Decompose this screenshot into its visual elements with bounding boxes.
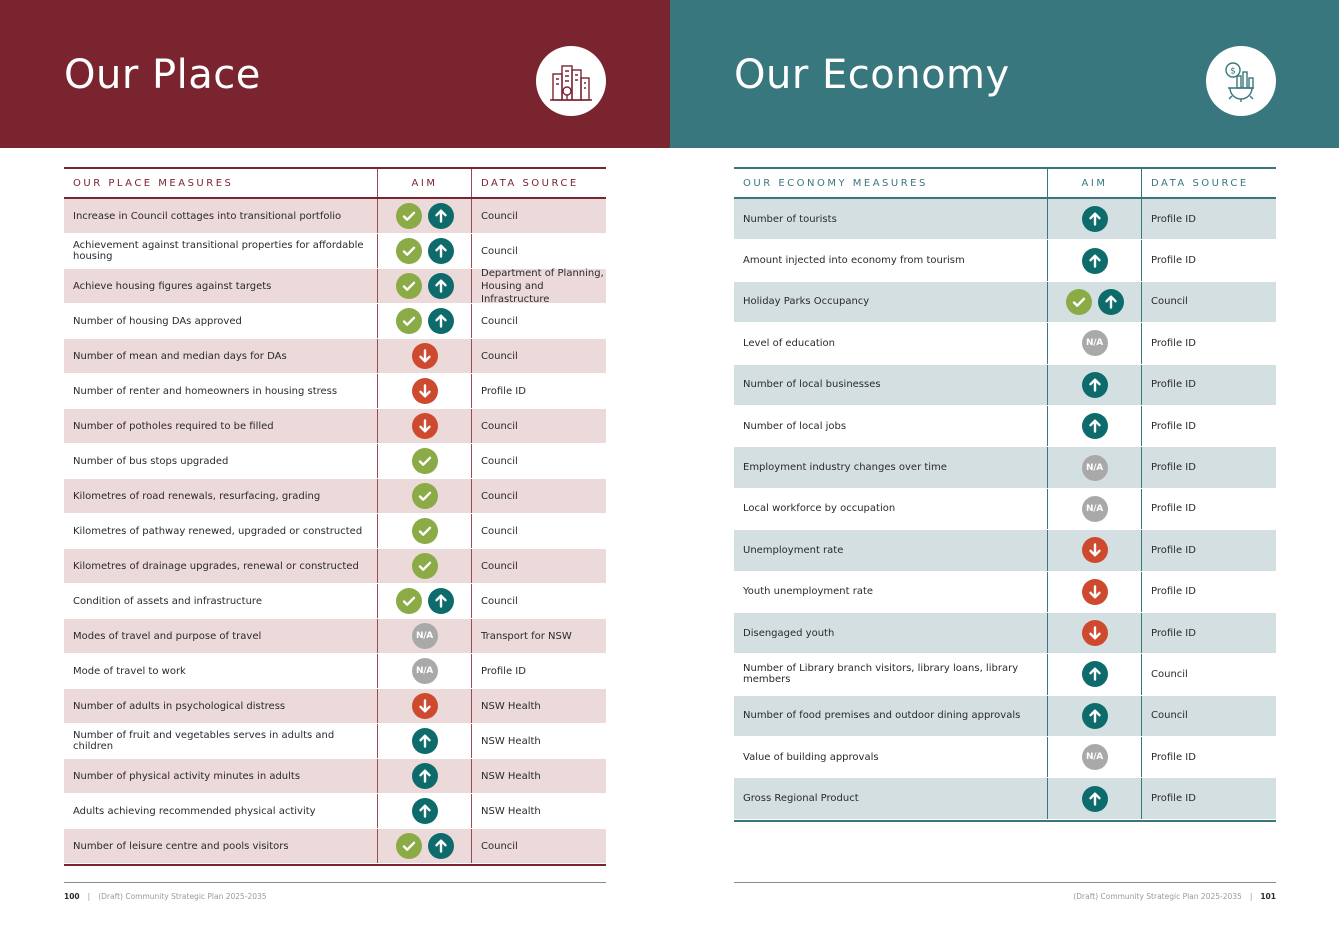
table-row bbox=[64, 829, 606, 864]
table-row bbox=[64, 409, 606, 444]
data-source-cell: Profile ID bbox=[1151, 255, 1196, 267]
check-icon bbox=[412, 448, 438, 474]
aim-cell bbox=[377, 794, 472, 828]
aim-cell bbox=[377, 269, 472, 303]
measure-cell: Number of local businesses bbox=[743, 379, 881, 391]
aim-cell bbox=[1047, 323, 1142, 363]
measure-cell: Modes of travel and purpose of travel bbox=[73, 630, 262, 642]
table-row bbox=[734, 572, 1276, 613]
check-icon bbox=[396, 588, 422, 614]
aim-cell bbox=[1047, 199, 1142, 239]
measure-cell: Number of physical activity minutes in adults bbox=[73, 770, 301, 782]
data-source-cell: NSW Health bbox=[481, 805, 541, 817]
table-row bbox=[64, 549, 606, 584]
table-row bbox=[734, 613, 1276, 654]
data-source-cell: Council bbox=[1151, 296, 1188, 308]
aim-cell bbox=[1047, 696, 1142, 736]
table-row bbox=[734, 489, 1276, 530]
measure-cell: Holiday Parks Occupancy bbox=[743, 296, 870, 308]
table-row bbox=[734, 737, 1276, 778]
measure-cell: Number of adults in psychological distress bbox=[73, 700, 286, 712]
data-source-cell: Profile ID bbox=[1151, 337, 1196, 349]
page-footer: 100 | (Draft) Community Strategic Plan 2025-2035 bbox=[64, 892, 267, 901]
arrow-up-icon bbox=[1082, 372, 1108, 398]
measure-cell: Level of education bbox=[743, 337, 836, 349]
arrow-up-icon bbox=[428, 588, 454, 614]
aim-cell bbox=[377, 514, 472, 548]
measure-cell: Local workforce by occupation bbox=[743, 503, 896, 515]
measure-cell: Number of mean and median days for DAs bbox=[73, 350, 287, 362]
header-aim: AIM bbox=[1047, 169, 1142, 197]
arrow-up-icon bbox=[412, 763, 438, 789]
measure-cell: Kilometres of pathway renewed, upgraded or constructed bbox=[73, 525, 363, 537]
arrow-up-icon bbox=[412, 798, 438, 824]
table-header bbox=[734, 167, 1276, 199]
data-source-cell: Department of Planning, Housing and Infrastructure bbox=[481, 267, 604, 305]
arrow-down-icon bbox=[412, 343, 438, 369]
data-source-cell: Council bbox=[481, 315, 518, 327]
data-source-cell: Profile ID bbox=[481, 385, 526, 397]
arrow-up-icon bbox=[428, 833, 454, 859]
na-icon: N/A bbox=[412, 623, 438, 649]
table-row bbox=[64, 304, 606, 339]
data-source-cell: NSW Health bbox=[481, 700, 541, 712]
arrow-up-icon bbox=[1082, 786, 1108, 812]
footer-divider bbox=[64, 882, 606, 883]
arrow-up-icon bbox=[1082, 413, 1108, 439]
data-source-cell: NSW Health bbox=[481, 735, 541, 747]
data-source-cell: Council bbox=[481, 525, 518, 537]
aim-cell bbox=[1047, 778, 1142, 818]
arrow-down-icon bbox=[412, 378, 438, 404]
measure-cell: Condition of assets and infrastructure bbox=[73, 595, 262, 607]
aim-cell bbox=[1047, 240, 1142, 280]
measure-cell: Number of tourists bbox=[743, 213, 837, 225]
table-body bbox=[64, 199, 606, 864]
aim-cell bbox=[1047, 737, 1142, 777]
aim-cell bbox=[1047, 572, 1142, 612]
data-source-cell: Council bbox=[1151, 668, 1188, 680]
economy-gear-coin-icon bbox=[1206, 46, 1276, 116]
measure-cell: Adults achieving recommended physical activity bbox=[73, 805, 316, 817]
data-source-cell: Council bbox=[481, 420, 518, 432]
measure-cell: Gross Regional Product bbox=[743, 793, 859, 805]
measure-cell: Number of leisure centre and pools visitors bbox=[73, 840, 289, 852]
table-row bbox=[734, 447, 1276, 488]
measure-cell: Number of potholes required to be filled bbox=[73, 420, 274, 432]
arrow-down-icon bbox=[412, 693, 438, 719]
arrow-down-icon bbox=[1082, 620, 1108, 646]
arrow-up-icon bbox=[412, 728, 438, 754]
footer-document-title: (Draft) Community Strategic Plan 2025-2035 bbox=[98, 892, 267, 901]
data-source-cell: Profile ID bbox=[1151, 793, 1196, 805]
data-source-cell: Council bbox=[481, 350, 518, 362]
arrow-up-icon bbox=[1082, 703, 1108, 729]
table-row bbox=[64, 584, 606, 619]
data-source-cell: Profile ID bbox=[1151, 751, 1196, 763]
table-row bbox=[64, 654, 606, 689]
na-icon: N/A bbox=[1082, 496, 1108, 522]
measure-cell: Mode of travel to work bbox=[73, 665, 186, 677]
table-row bbox=[64, 724, 606, 759]
check-icon bbox=[396, 273, 422, 299]
aim-cell bbox=[1047, 365, 1142, 405]
aim-cell bbox=[377, 479, 472, 513]
aim-cell bbox=[377, 199, 472, 233]
table-row bbox=[64, 689, 606, 724]
data-source-cell: NSW Health bbox=[481, 770, 541, 782]
svg-text:$: $ bbox=[1230, 66, 1236, 77]
na-icon: N/A bbox=[1082, 330, 1108, 356]
data-source-cell: Profile ID bbox=[1151, 213, 1196, 225]
check-icon bbox=[1066, 289, 1092, 315]
arrow-up-icon bbox=[428, 238, 454, 264]
table-row bbox=[734, 365, 1276, 406]
check-icon bbox=[396, 238, 422, 264]
footer-document-title: (Draft) Community Strategic Plan 2025-2035 bbox=[1073, 892, 1242, 901]
header-data-source: DATA SOURCE bbox=[1151, 177, 1249, 189]
arrow-up-icon bbox=[1082, 661, 1108, 687]
check-icon bbox=[396, 308, 422, 334]
data-source-cell: Profile ID bbox=[1151, 627, 1196, 639]
aim-cell bbox=[377, 304, 472, 338]
arrow-down-icon bbox=[1082, 537, 1108, 563]
data-source-cell: Profile ID bbox=[1151, 544, 1196, 556]
page-title: Our Place bbox=[64, 52, 261, 98]
measure-cell: Kilometres of drainage upgrades, renewal or constructed bbox=[73, 560, 359, 572]
data-source-cell: Profile ID bbox=[1151, 379, 1196, 391]
table-row bbox=[64, 374, 606, 409]
na-icon: N/A bbox=[1082, 455, 1108, 481]
aim-cell bbox=[377, 444, 472, 478]
measure-cell: Number of local jobs bbox=[743, 420, 847, 432]
data-source-cell: Council bbox=[481, 490, 518, 502]
check-icon bbox=[396, 203, 422, 229]
table-body bbox=[734, 199, 1276, 820]
table-row bbox=[64, 514, 606, 549]
aim-cell bbox=[377, 759, 472, 793]
city-buildings-icon bbox=[536, 46, 606, 116]
table-row bbox=[734, 240, 1276, 281]
header-data-source: DATA SOURCE bbox=[481, 177, 579, 189]
measure-cell: Number of bus stops upgraded bbox=[73, 455, 229, 467]
measure-cell: Unemployment rate bbox=[743, 544, 844, 556]
table-row bbox=[734, 282, 1276, 323]
aim-cell bbox=[1047, 654, 1142, 694]
measure-cell: Kilometres of road renewals, resurfacing, grading bbox=[73, 490, 321, 502]
data-source-cell: Profile ID bbox=[481, 665, 526, 677]
data-source-cell: Council bbox=[481, 210, 518, 222]
measure-cell: Number of fruit and vegetables serves in adults and children bbox=[73, 730, 335, 752]
measure-cell: Disengaged youth bbox=[743, 627, 835, 639]
table-row bbox=[734, 406, 1276, 447]
arrow-up-icon bbox=[428, 203, 454, 229]
table-row bbox=[64, 234, 606, 269]
our-place-measures-table bbox=[64, 167, 606, 866]
aim-cell bbox=[377, 339, 472, 373]
header-measures: OUR PLACE MEASURES bbox=[73, 177, 234, 189]
table-row bbox=[64, 199, 606, 234]
aim-cell bbox=[1047, 447, 1142, 487]
na-icon: N/A bbox=[412, 658, 438, 684]
check-icon bbox=[412, 518, 438, 544]
data-source-cell: Transport for NSW bbox=[481, 630, 572, 642]
header-aim: AIM bbox=[377, 169, 472, 197]
measure-cell: Increase in Council cottages into transitional portfolio bbox=[73, 210, 342, 222]
our-economy-page bbox=[670, 0, 1339, 946]
table-row bbox=[64, 794, 606, 829]
data-source-cell: Profile ID bbox=[1151, 503, 1196, 515]
aim-cell bbox=[377, 374, 472, 408]
aim-cell bbox=[1047, 282, 1142, 322]
data-source-cell: Council bbox=[1151, 710, 1188, 722]
page-number: 101 bbox=[1260, 892, 1276, 901]
aim-cell bbox=[377, 234, 472, 268]
data-source-cell: Profile ID bbox=[1151, 586, 1196, 598]
check-icon bbox=[396, 833, 422, 859]
measure-cell: Number of food premises and outdoor dining approvals bbox=[743, 710, 1021, 722]
arrow-up-icon bbox=[428, 273, 454, 299]
aim-cell bbox=[377, 584, 472, 618]
check-icon bbox=[412, 483, 438, 509]
data-source-cell: Profile ID bbox=[1151, 462, 1196, 474]
aim-cell bbox=[1047, 489, 1142, 529]
data-source-cell: Council bbox=[481, 560, 518, 572]
arrow-down-icon bbox=[412, 413, 438, 439]
page-title: Our Economy bbox=[734, 52, 1010, 98]
aim-cell bbox=[377, 409, 472, 443]
table-row bbox=[734, 530, 1276, 571]
aim-cell bbox=[377, 654, 472, 688]
measure-cell: Achieve housing figures against targets bbox=[73, 280, 272, 292]
our-economy-measures-table bbox=[734, 167, 1276, 822]
arrow-down-icon bbox=[1082, 579, 1108, 605]
measure-cell: Youth unemployment rate bbox=[743, 586, 874, 598]
measure-cell: Employment industry changes over time bbox=[743, 462, 947, 474]
table-row bbox=[64, 619, 606, 654]
data-source-cell: Council bbox=[481, 840, 518, 852]
aim-cell bbox=[377, 829, 472, 863]
arrow-up-icon bbox=[1098, 289, 1124, 315]
arrow-up-icon bbox=[1082, 206, 1108, 232]
arrow-up-icon bbox=[428, 308, 454, 334]
page-number: 100 bbox=[64, 892, 80, 901]
measure-cell: Amount injected into economy from tourism bbox=[743, 255, 965, 267]
measure-cell: Number of renter and homeowners in housing stress bbox=[73, 385, 338, 397]
aim-cell bbox=[1047, 613, 1142, 653]
arrow-up-icon bbox=[1082, 248, 1108, 274]
aim-cell bbox=[377, 619, 472, 653]
data-source-cell: Council bbox=[481, 245, 518, 257]
table-row bbox=[734, 778, 1276, 819]
footer-divider bbox=[734, 882, 1276, 883]
aim-cell bbox=[377, 549, 472, 583]
page-footer: (Draft) Community Strategic Plan 2025-2035 | 101 bbox=[1073, 892, 1276, 901]
table-row bbox=[64, 444, 606, 479]
measure-cell: Achievement against transitional properties for affordable housing bbox=[73, 240, 364, 262]
aim-cell bbox=[1047, 530, 1142, 570]
check-icon bbox=[412, 553, 438, 579]
aim-cell bbox=[377, 689, 472, 723]
header-measures: OUR ECONOMY MEASURES bbox=[743, 177, 928, 189]
data-source-cell: Council bbox=[481, 595, 518, 607]
aim-cell bbox=[377, 724, 472, 758]
table-row bbox=[734, 696, 1276, 737]
table-row bbox=[64, 479, 606, 514]
na-icon: N/A bbox=[1082, 744, 1108, 770]
table-row bbox=[64, 759, 606, 794]
measure-cell: Number of housing DAs approved bbox=[73, 315, 242, 327]
table-row bbox=[734, 654, 1276, 695]
aim-cell bbox=[1047, 406, 1142, 446]
table-row bbox=[734, 323, 1276, 364]
table-header bbox=[64, 167, 606, 199]
measure-cell: Number of Library branch visitors, library loans, library members bbox=[743, 663, 1019, 686]
data-source-cell: Council bbox=[481, 455, 518, 467]
table-row bbox=[64, 269, 606, 304]
table-row bbox=[64, 339, 606, 374]
measure-cell: Value of building approvals bbox=[743, 751, 879, 763]
our-place-banner bbox=[0, 0, 670, 148]
data-source-cell: Profile ID bbox=[1151, 420, 1196, 432]
table-row bbox=[734, 199, 1276, 240]
our-economy-banner bbox=[670, 0, 1339, 148]
